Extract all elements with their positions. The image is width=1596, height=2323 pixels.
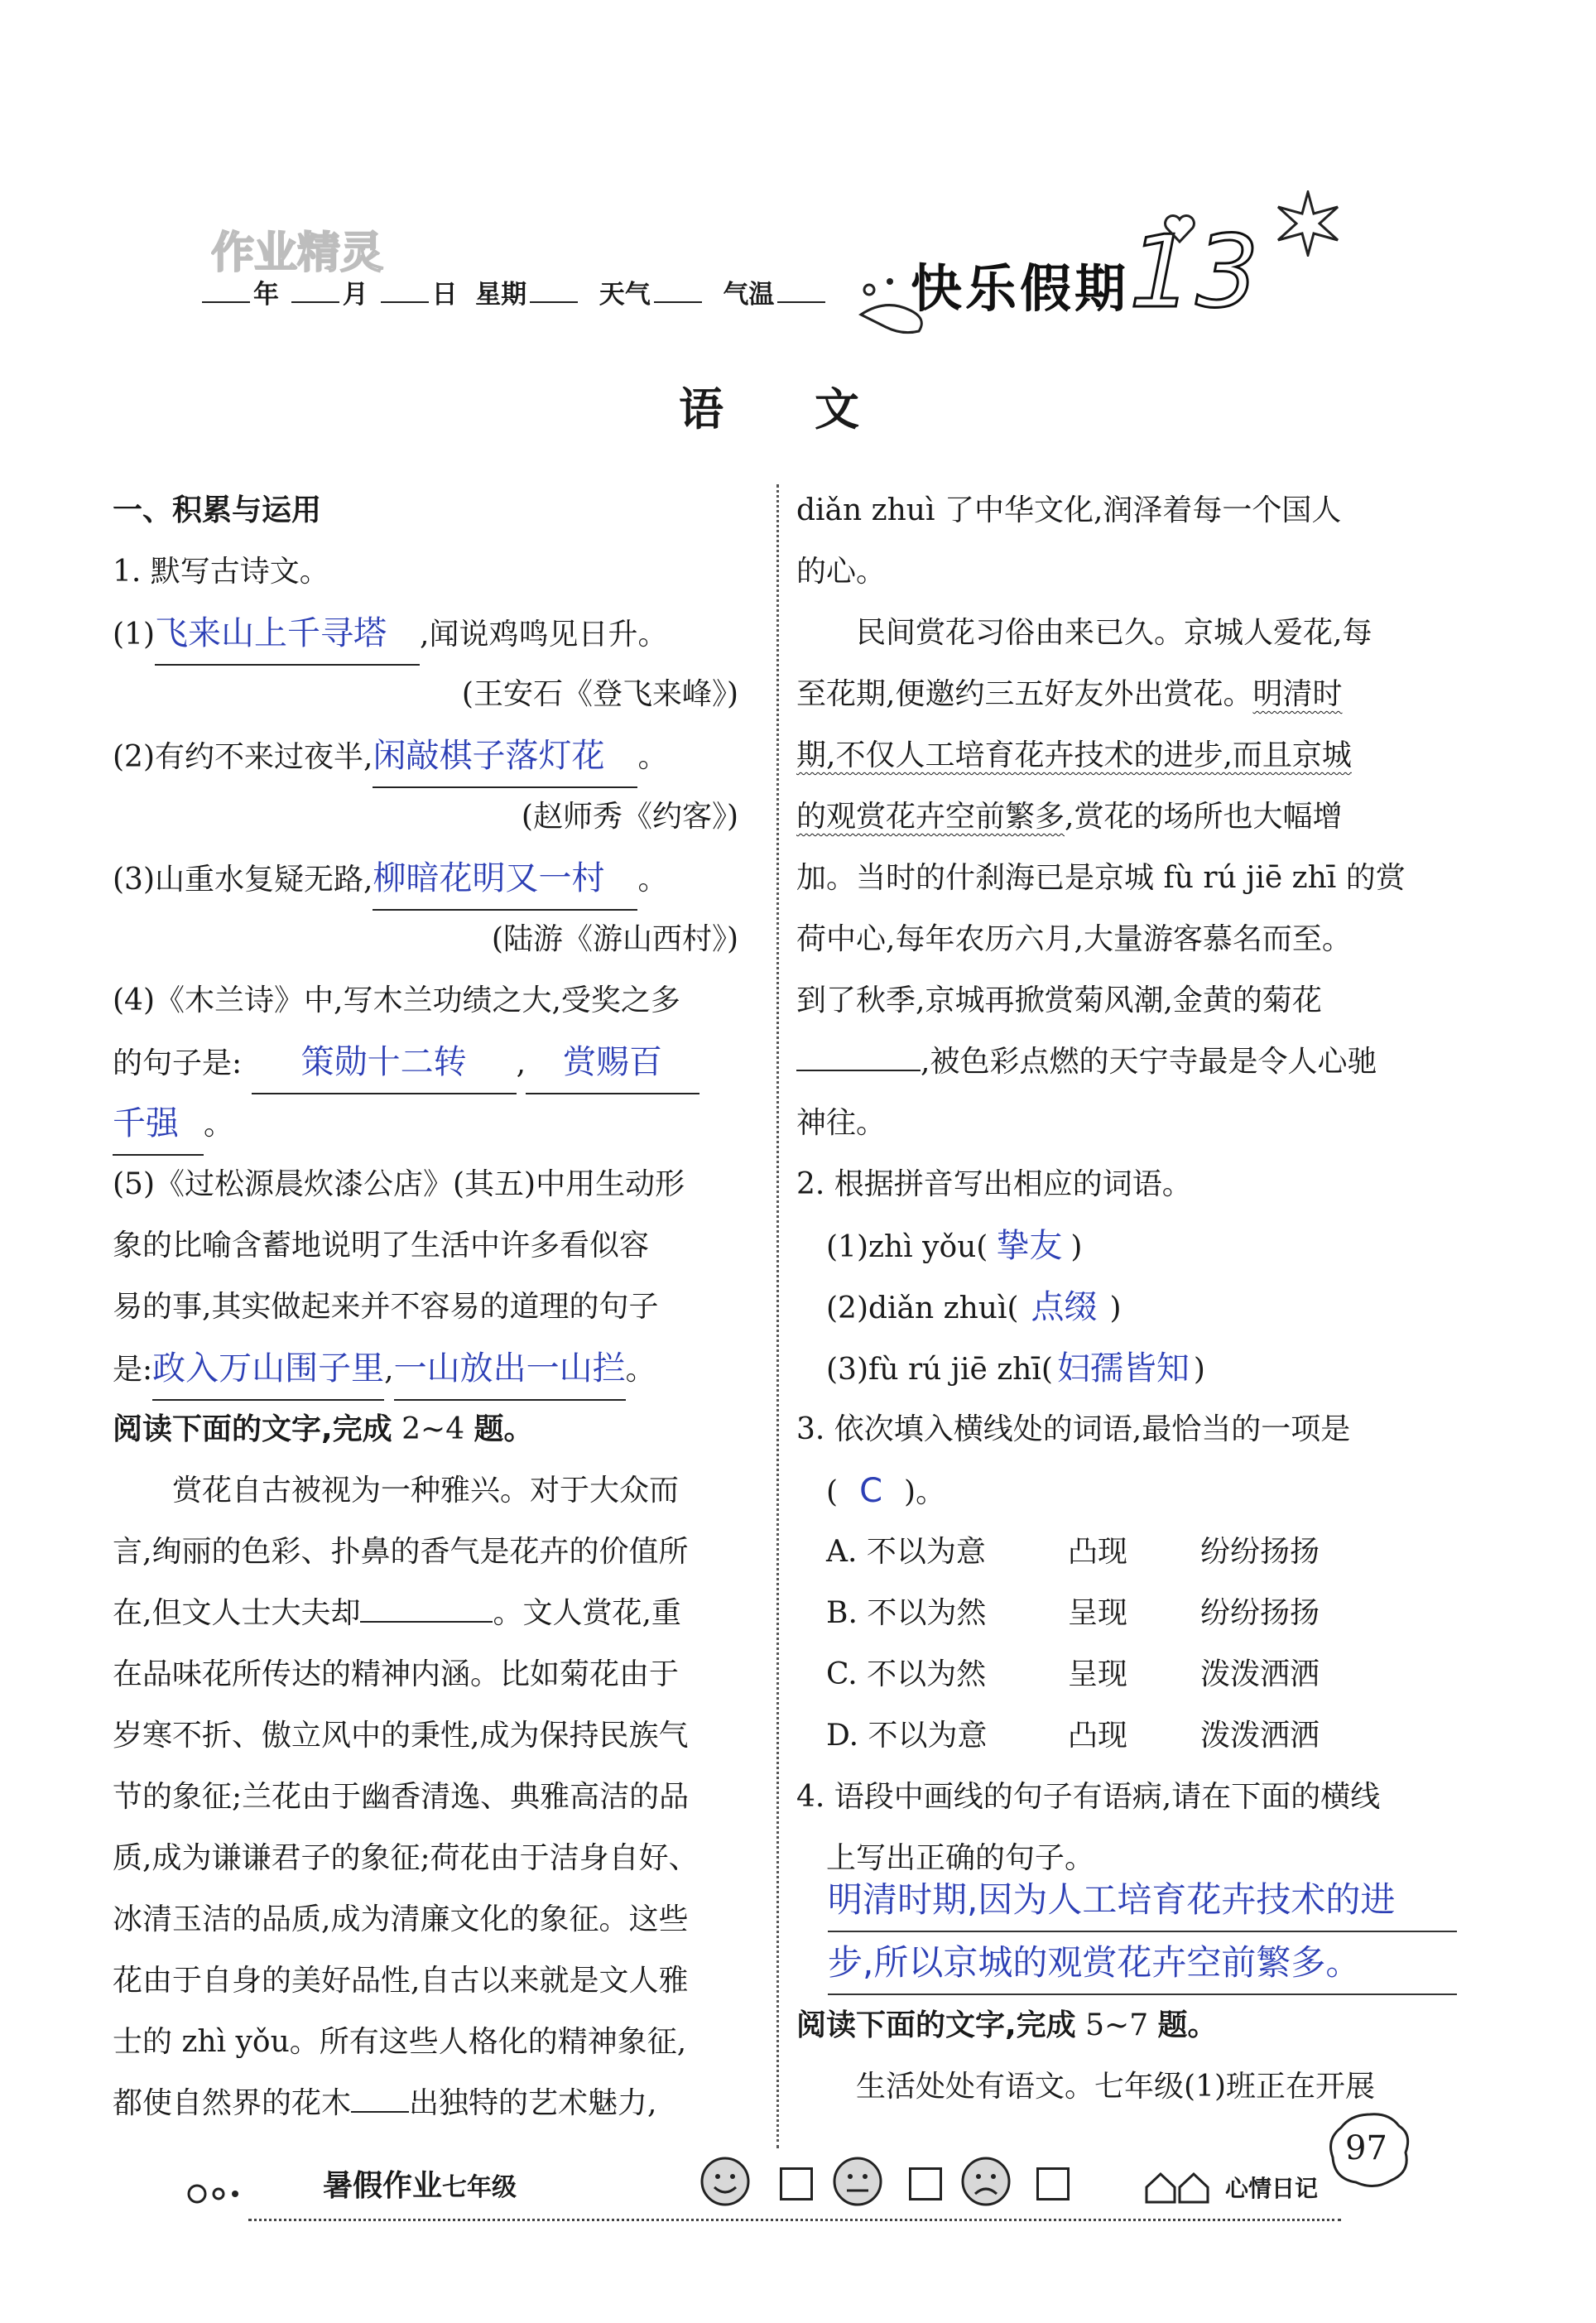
passage-line: 冰清玉洁的品质,成为清廉文化的象征。这些 bbox=[113, 1902, 689, 1936]
watermark-logo bbox=[211, 222, 459, 280]
passage-line: 至花期,便邀约三五好友外出赏花。明清时 bbox=[796, 677, 1343, 711]
question-3-line2: ( C )。 bbox=[796, 1460, 1450, 1522]
source-1-2: (赵师秀《约客》) bbox=[521, 800, 738, 834]
fill-blank bbox=[796, 1070, 921, 1071]
question-4-line2: 上写出正确的句子。 bbox=[826, 1841, 1095, 1875]
passage-line: 赏花自古被视为一种雅兴。对于大众而 bbox=[172, 1474, 680, 1508]
passage-line: 士的 zhì yǒu。所有这些人格化的精神象征, bbox=[113, 2025, 687, 2059]
answer-4-line2: 步,所以京城的观赏花卉空前繁多。 bbox=[828, 1932, 1457, 1995]
sad-face-icon bbox=[960, 2156, 1012, 2207]
subject-title: 语文 bbox=[679, 383, 950, 435]
passage-line: 在,但文人士大夫却 。文人赏花,重 bbox=[113, 1596, 681, 1630]
option-d: D. 不以为意 凸现 泼泼洒洒 bbox=[826, 1719, 1320, 1753]
question-1: 1. 默写古诗文。 bbox=[113, 555, 329, 589]
passage-line: 加。当时的什刹海已是京城 fù rú jiē zhī 的赏 bbox=[796, 861, 1406, 895]
question-1-5-line3: 易的事,其实做起来并不容易的道理的句子 bbox=[113, 1290, 659, 1324]
passage-line: diǎn zhuì 了中华文化,润泽着每一个国人 bbox=[796, 493, 1342, 527]
house-icon bbox=[1142, 2167, 1217, 2205]
option-c: C. 不以为然 呈现 泼泼洒洒 bbox=[826, 1657, 1320, 1691]
passage-line: 言,绚丽的色彩、扑鼻的香气是花卉的价值所 bbox=[113, 1535, 689, 1569]
left-column bbox=[113, 480, 758, 2134]
question-4: 4. 语段中画线的句子有语病,请在下面的横线 bbox=[796, 1780, 1381, 1814]
sad-checkbox[interactable] bbox=[1036, 2167, 1070, 2200]
answer-1-3: 柳暗花明又一村 bbox=[373, 848, 637, 911]
answer-1-4-b-cont: 千强 bbox=[113, 1093, 204, 1156]
source-1-1: (王安石《登飞来峰》) bbox=[461, 677, 738, 711]
question-1-3: (3)山重水复疑无路,柳暗花明又一村 。 bbox=[113, 848, 758, 909]
question-2-2: (2)diǎn zhuì( 点缀 ) bbox=[796, 1277, 1450, 1338]
passage-line: 节的象征;兰花由于幽香清逸、典雅高洁的品 bbox=[113, 1780, 690, 1814]
underlined-sentence: 期,不仅人工培育花卉技术的进步,而且京城 bbox=[796, 738, 1352, 772]
passage-line: 岁寒不折、傲立风中的秉性,成为保持民族气 bbox=[113, 1719, 689, 1753]
passage-line: 都使自然界的花木 出独特的艺术魅力, bbox=[113, 2086, 657, 2120]
answer-1-4-b: 赏赐百 bbox=[526, 1032, 699, 1094]
passage-line: 花由于自身的美好品性,自古以来就是文人雅 bbox=[113, 1964, 689, 1998]
heart-icon bbox=[1163, 214, 1196, 243]
answer-2-2: 点缀 bbox=[1031, 1288, 1098, 1326]
question-1-4-line3: 千强 。 bbox=[113, 1093, 758, 1154]
banner-title: 快乐假期13 bbox=[911, 215, 1262, 330]
option-a: A. 不以为意 凸现 纷纷扬扬 bbox=[826, 1535, 1320, 1569]
passage-line: 的观赏花卉空前繁多,赏花的场所也大幅增 bbox=[796, 800, 1343, 834]
footer-book-title: 暑假作业七年级 bbox=[323, 2169, 517, 2203]
answer-1-2: 闲敲棋子落灯花 bbox=[373, 725, 637, 788]
passage-line: 质,成为谦谦君子的象征;荷花由于洁身自好、 bbox=[113, 1841, 699, 1875]
page-number: 97 bbox=[1345, 2129, 1387, 2167]
question-2-3: (3)fù rú jiē zhī( 妇孺皆知 ) bbox=[796, 1338, 1450, 1399]
banner-number: 13 bbox=[1129, 215, 1262, 330]
source-1-3: (陆游《游山西村》) bbox=[491, 922, 738, 956]
passage-line: 民间赏花习俗由来已久。京城人爱花,每 bbox=[856, 616, 1372, 650]
section-heading: 一、积累与运用 bbox=[113, 493, 322, 527]
svg-text:作业精灵: 作业精灵 bbox=[211, 228, 384, 278]
passage-line: 到了秋季,京城再掀赏菊风潮,金黄的菊花 bbox=[796, 984, 1322, 1017]
passage-line: 神往。 bbox=[796, 1106, 887, 1140]
right-column bbox=[796, 480, 1450, 1889]
mood-diary-label: 心情日记 bbox=[1225, 2175, 1319, 2202]
fill-blank bbox=[351, 2111, 409, 2113]
reading-instruction-1: 阅读下面的文字,完成 2~4 题。 bbox=[113, 1412, 534, 1446]
question-2-1: (1)zhì yǒu( 挚友 ) bbox=[796, 1215, 1450, 1277]
question-2: 2. 根据拼音写出相应的词语。 bbox=[796, 1167, 1192, 1201]
question-1-1: (1)飞来山上千寻塔 ,闻说鸡鸣见日升。 bbox=[113, 603, 758, 664]
option-b: B. 不以为然 呈现 纷纷扬扬 bbox=[826, 1596, 1320, 1630]
underlined-sentence: 的观赏花卉空前繁多 bbox=[796, 800, 1065, 834]
date-line: 年 月 日 星期 天气 气温 bbox=[199, 273, 829, 310]
question-1-4-line2: 的句子是: 策勋十二转 , 赏赐百 bbox=[113, 1032, 758, 1093]
reading-instruction-2: 阅读下面的文字,完成 5~7 题。 bbox=[796, 2008, 1218, 2042]
passage-line: 的心。 bbox=[796, 555, 887, 589]
passage-line: 在品味花所传达的精神内涵。比如菊花由于 bbox=[113, 1657, 680, 1691]
answer-1-1: 飞来山上千寻塔 bbox=[155, 603, 420, 666]
question-1-5: (5)《过松源晨炊漆公店》(其五)中用生动形 bbox=[113, 1167, 685, 1201]
question-1-2: (2)有约不来过夜半,闲敲棋子落灯花 。 bbox=[113, 725, 758, 786]
happy-face-icon bbox=[699, 2156, 751, 2207]
question-1-4: (4)《木兰诗》中,写木兰功绩之大,受奖之多 bbox=[113, 984, 680, 1017]
answer-4-line1: 明清时期,因为人工培育花卉技术的进 bbox=[828, 1869, 1457, 1932]
column-divider bbox=[776, 484, 779, 2148]
neutral-checkbox[interactable] bbox=[909, 2167, 942, 2200]
answer-4 bbox=[828, 1869, 1457, 1995]
answer-2-3: 妇孺皆知 bbox=[1056, 1349, 1190, 1388]
question-1-5-line4: 是:政入万山围子里,一山放出一山拦。 bbox=[113, 1338, 758, 1399]
footer-dotted-line bbox=[248, 2219, 1341, 2221]
passage-line: 生活处处有语文。七年级(1)班正在开展 bbox=[856, 2070, 1375, 2104]
passage-line: ,被色彩点燃的天宁寺最是令人心驰 bbox=[796, 1032, 1450, 1093]
fill-blank bbox=[360, 1621, 493, 1623]
passage-line: 荷中心,每年农历六月,大量游客慕名而至。 bbox=[796, 922, 1352, 956]
star-burst-icon bbox=[1275, 190, 1341, 257]
question-1-5-line2: 象的比喻含蓄地说明了生活中许多看似容 bbox=[113, 1229, 650, 1262]
answer-1-5-a: 政入万山围子里 bbox=[152, 1338, 384, 1401]
question-3: 3. 依次填入横线处的词语,最恰当的一项是 bbox=[796, 1412, 1351, 1446]
underlined-sentence: 明清时 bbox=[1252, 677, 1343, 711]
answer-1-4-a: 策勋十二转 bbox=[252, 1032, 517, 1094]
neutral-face-icon bbox=[832, 2156, 883, 2207]
answer-2-1: 挚友 bbox=[996, 1227, 1063, 1265]
answer-1-5-b: 一山放出一山拦 bbox=[394, 1338, 626, 1401]
flower-decoration-icon bbox=[184, 2177, 250, 2210]
happy-checkbox[interactable] bbox=[780, 2167, 813, 2200]
passage-line bbox=[796, 725, 1450, 786]
answer-3: C bbox=[859, 1472, 883, 1510]
